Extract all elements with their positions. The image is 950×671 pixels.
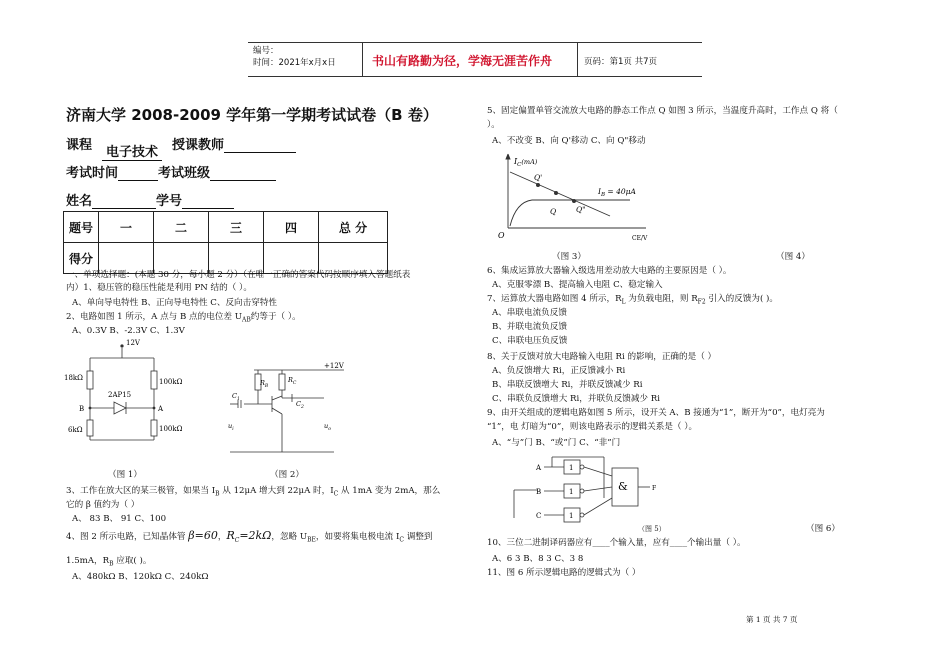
question-10: 10、三位二进制译码器应有____个输入量，应有____个输出量（ ）。 [487,538,746,548]
page-title: 济南大学 2008-2009 学年第一学期考试试卷（B 卷） [66,106,438,124]
question-8-option-c: C、串联负反馈增大 Ri，并联负反馈减少 Ri [492,394,660,404]
time-class-line [66,162,276,181]
fig3-q2-label: Q" [576,205,586,214]
name-id-line [66,190,234,209]
fig6-input-b: B [536,488,542,496]
figure-2 [224,360,354,460]
question-2: 2、电路如图 1 所示，A 点与 B 点的电位差 $U_{AB}$约等于（ ）。 [66,312,301,324]
course-label: 课程 [66,138,93,153]
score-table [63,211,388,274]
page-counter: 页码：第1页 共7页 [584,57,658,67]
id-field[interactable] [182,196,234,209]
fig2-vcc-label: +12V [324,362,344,370]
question-8-option-b: B、串联反馈增大 Ri，并联反馈减少 Ri [492,380,643,390]
question-9-options: A、“与”门 B、“或”门 C、“非”门 [492,438,621,448]
score-header-cell: 四 [264,212,319,243]
fig1-r2-label: 100kΩ [159,378,183,386]
time-label: 考试时间 [66,166,119,181]
figure-1-caption: （图 1） [108,470,142,480]
motto: 书山有路勤为径，学海无涯苦作舟 [372,54,553,68]
fig2-ui-label: $u_i$ [228,422,234,432]
fig1-r1-label: 18kΩ [64,374,83,382]
question-5-options: A、不改变 B、向 Q'移动 C、向 Q"移动 [492,136,646,146]
figure-3-caption: （图 3） [552,252,586,262]
score-input-cell[interactable] [154,243,209,274]
fig2-rc-label: $R_C$ [288,376,297,386]
question-9-cont: “1”，电 灯暗为“0”，则该电路表示的逻辑关系是（ ）。 [487,422,698,432]
section-intro: 一、单项选择题：(本题 30 分，每小题 2 分）（在唯一正确的答案代码按顺序填入答题纸表 [66,270,411,280]
question-3: 3、工作在放大区的某三极管，如果当 $I_B$ 从 12μA 增大到 22μA 时，$I_C$ 从 1mA 变为 2mA，那么 [66,486,441,498]
question-7-option-a: A、串联电流负反馈 [492,308,567,318]
footer-page-counter: 第 1 页 共 7 页 [746,615,798,624]
question-7: 7、运算放大器电路如图 4 所示，$R_L$ 为负载电阻，则 $R_{F2}$ 引入的反馈为( )。 [487,294,778,306]
question-4: 4、图 2 所示电路，已知晶体管 β=60，$R_C=2k\Omega$，忽略 $U_{BE}$，如要将集电极电流 $I_C$ 调整到 [66,529,433,545]
question-3-options: A、 83 B、 91 C、100 [72,514,167,524]
question-5: 5、固定偏置单管交流放大电路的静态工作点 Q 如图 3 所示，当温度升高时，工作点 Q 将（ [487,106,838,116]
fig6-output-f: F [652,485,657,492]
score-input-cell[interactable] [264,243,319,274]
fig3-q1-label: Q' [534,173,543,182]
fig3-origin: O [498,231,505,240]
fig1-vcc-label: 12V [126,339,140,347]
time-field[interactable] [118,168,158,181]
name-field[interactable] [92,196,156,209]
question-10-options: A、6 3 B、8 3 C、3 8 [492,554,584,564]
fig6-not-gate-2: 1 [569,488,574,496]
exam-date: 时间：2021年x月x日 [253,58,336,68]
score-header-cell: 总 分 [319,212,388,243]
fig1-diode-label: 2AP15 [108,391,132,399]
course-line [66,134,296,160]
fig2-c2-label: $C_2$ [296,400,304,410]
question-4-options: A、480kΩ B、120kΩ C、240kΩ [72,572,209,582]
fig6-input-a: A [536,464,542,472]
question-4-cont: 1.5mA，$R_B$ 应取( )。 [66,556,152,568]
teacher-label: 授课教师 [172,138,225,153]
fig1-node-a: A [158,405,164,413]
figure-6 [508,454,668,530]
teacher-field[interactable] [224,140,296,153]
fig6-not-gate-3: 1 [569,512,574,520]
fig6-not-gate-1: 1 [569,464,574,472]
course-name: 电子技术 [102,145,162,161]
question-8-option-a: A、负反馈增大 Ri，正反馈减小 Ri [492,366,626,376]
fig2-uo-label: $u_o$ [324,422,331,432]
score-header-row [64,212,388,243]
score-input-cell[interactable] [209,243,264,274]
score-header-cell: 一 [99,212,154,243]
serial-label: 编号： [253,46,279,56]
name-label: 姓名 [66,194,93,209]
question-6: 6、集成运算放大器输入级选用差动放大电路的主要原因是（ ）。 [487,266,732,276]
score-header-cell: 三 [209,212,264,243]
score-header-cell: 二 [154,212,209,243]
class-field[interactable] [210,168,276,181]
question-5-cont: ）。 [487,120,500,130]
fig3-q-label: Q [550,207,557,216]
fig1-r3-label: 6kΩ [68,426,83,434]
fig1-node-b: B [79,405,85,413]
fig3-uce-label: CE/V [632,235,648,242]
figure-6-caption: （图 6） [806,524,840,534]
fig6-and-gate: & [618,480,628,493]
fig2-rb-label: $R_B$ [260,379,269,389]
fig1-r4-label: 100kΩ [159,425,183,433]
question-7-option-c: C、串联电压负反馈 [492,336,568,346]
question-9: 9、由开关组成的逻辑电路如图 5 所示，设开关 A、B 接通为“1”，断开为“0”，电灯亮为 [487,408,825,418]
question-11: 11、图 6 所示逻辑电路的逻辑式为（ ） [487,568,641,578]
score-input-cell[interactable] [99,243,154,274]
question-1-options: A、单向导电特性 B、正向导电特性 C、反向击穿特性 [72,298,278,308]
score-value-row [64,243,388,274]
question-2-options: A、0.3V B、-2.3V C、1.3V [72,326,185,336]
figure-1 [62,336,192,446]
score-label-cell: 得分 [64,243,99,274]
class-label: 考试班级 [158,166,211,181]
figure-5-caption: （图 5） [638,525,666,533]
fig3-ib-label: $I_B = 40\mu A$ [598,187,636,198]
question-3-cont: 它的 β 值约为（ ） [66,500,140,510]
id-label: 学号 [156,194,183,209]
figure-3 [494,150,654,246]
question-7-option-b: B、并联电流负反馈 [492,322,568,332]
question-1: 内）1、稳压管的稳压性能是利用 PN 结的（ ）。 [66,283,252,293]
score-input-cell[interactable] [319,243,388,274]
figure-2-caption: （图 2） [270,470,304,480]
fig2-c1-label: $C_1$ [232,392,240,402]
question-8: 8、关于反馈对放大电路输入电阻 Ri 的影响，正确的是（ ） [487,352,717,362]
fig3-ic-label: $I_C^{(mA)}$ [514,157,538,168]
score-header-cell: 题号 [64,212,99,243]
question-6-options: A、克服零漂 B、提高输入电阻 C、稳定输入 [492,280,663,290]
figure-4-caption: （图 4） [776,252,810,262]
fig6-input-c: C [536,512,542,520]
